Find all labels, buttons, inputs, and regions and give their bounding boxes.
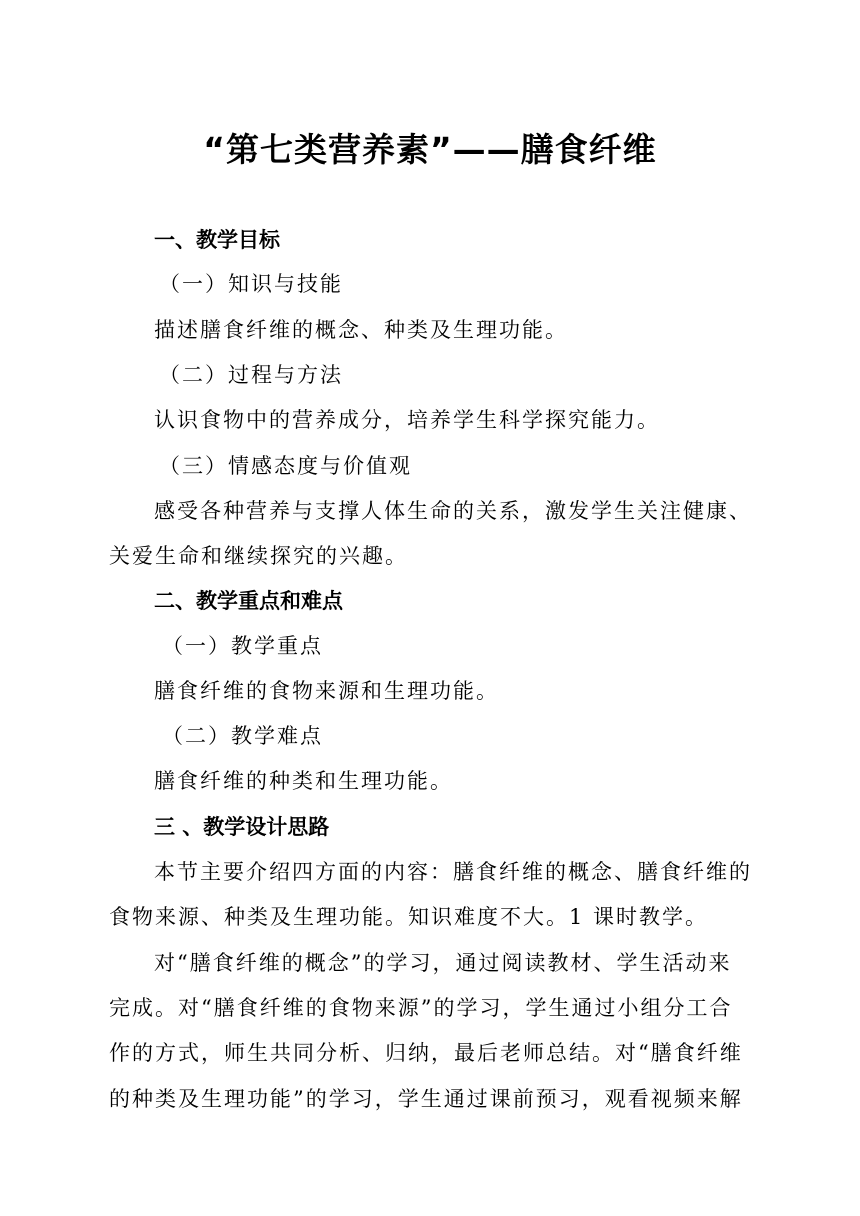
document-title: “第七类营养素”——膳食纤维 — [203, 130, 657, 169]
section-heading: 三 、教学设计思路 — [154, 815, 330, 839]
body-text: 感受各种营养与支撑人体生命的关系，激发学生关注健康、 — [154, 499, 752, 523]
body-text: 描述膳食纤维的概念、种类及生理功能。 — [154, 318, 568, 342]
body-text: 完成。对“膳食纤维的食物来源”的学习，学生通过小组分工合 — [109, 996, 733, 1020]
subsection-heading: （二）过程与方法 — [159, 363, 343, 387]
subsection-heading: （三）情感态度与价值观 — [159, 454, 412, 478]
body-text: 膳食纤维的食物来源和生理功能。 — [154, 679, 499, 703]
body-text: 认识食物中的营养成分，培养学生科学探究能力。 — [154, 408, 660, 432]
body-text: 关爱生命和继续探究的兴趣。 — [109, 544, 408, 568]
subsection-heading: （一）教学重点 — [162, 634, 323, 658]
body-text: 食物来源、种类及生理功能。知识难度不大。1 课时教学。 — [109, 905, 709, 929]
body-text: 对“膳食纤维的概念”的学习，通过阅读教材、学生活动来 — [154, 951, 732, 975]
subsection-heading: （二）教学难点 — [162, 724, 323, 748]
body-text: 膳食纤维的种类和生理功能。 — [154, 769, 453, 793]
section-heading: 一、教学目标 — [154, 228, 280, 252]
body-text: 的种类及生理功能”的学习，学生通过课前预习，观看视频来解 — [109, 1087, 743, 1111]
subsection-heading: （一）知识与技能 — [159, 272, 343, 296]
body-text: 本节主要介绍四方面的内容：膳食纤维的概念、膳食纤维的 — [154, 860, 752, 884]
section-heading: 二、教学重点和难点 — [154, 589, 343, 613]
body-text: 作的方式，师生共同分析、归纳，最后老师总结。对“膳食纤维 — [109, 1041, 743, 1065]
